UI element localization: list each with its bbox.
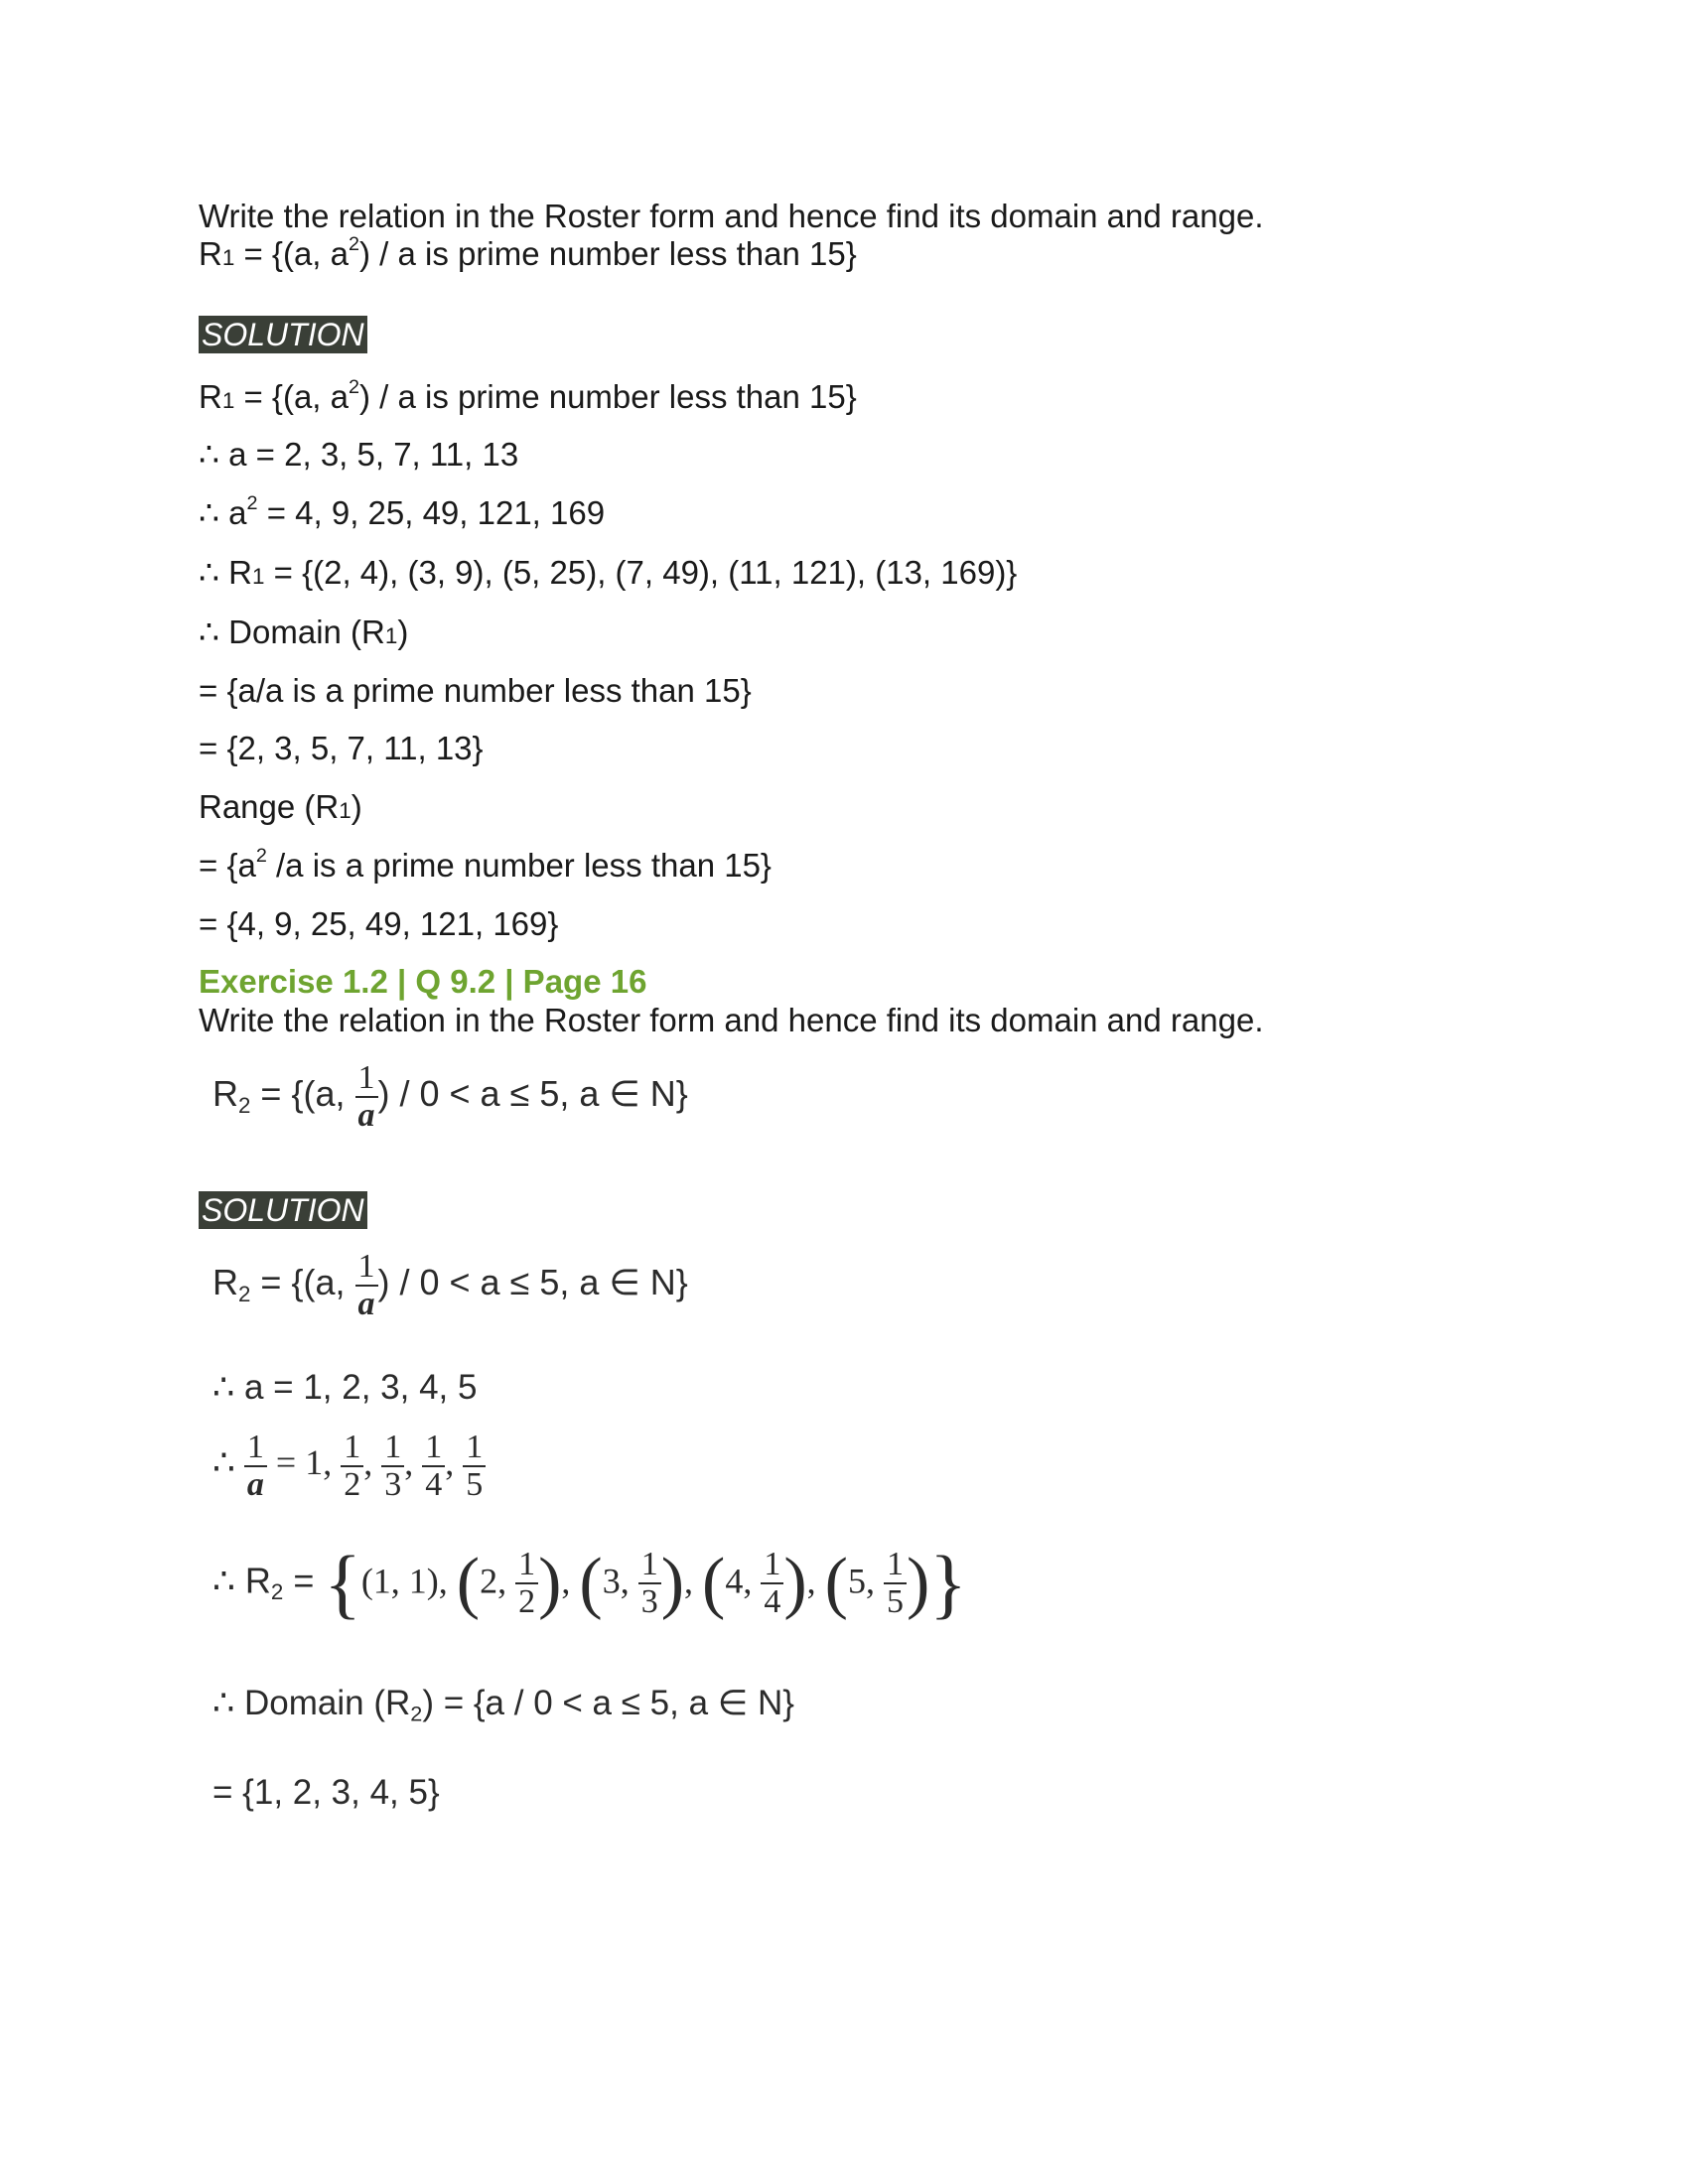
solution-2-roster: ∴ $R_2 = \{(1$, 1), (2, $\frac{1}{2}$ ), (3, $\frac{1}{3}$ ), (4, $\frac{1}{4}$ ), (5, $\frac{1}{5}$ )} (212, 1540, 967, 1626)
solution-1-range-values: = {4, 9, 25, 49, 121, 169} (199, 905, 559, 942)
pair-3-fraction: $\frac{1}{3}$ (638, 1547, 661, 1619)
pair-1: (1, 1) (360, 1561, 439, 1601)
solution-2-a-values: ∴ a = 1, 2, 3, 4, 5 (212, 1368, 478, 1407)
fraction-one-half: $\frac{1}{2}$ (341, 1430, 363, 1502)
solution-1-a-squared: ∴ $a^2 = 4$, 9, 25, 49, 121, 169 (199, 492, 606, 531)
solution-2-relation: $R_2 = \{(a$, $\frac{1}{a}$ ) / 0 < a ≤ 5, a ∈ N} (212, 1248, 688, 1322)
pair-2-fraction: $\frac{1}{2}$ (515, 1547, 538, 1619)
fraction-one-over-a: $\frac{1}{a}$ (244, 1430, 267, 1502)
question-2-prompt: Write the relation in the Roster form and hence find its domain and range. (199, 1002, 1264, 1038)
solution-2-domain: ∴ Domain $(R_2) = \{a / 0 < a \le 5$, a ∈ N} (212, 1684, 794, 1726)
solution-1-a-values: ∴ a = 2, 3, 5, 7, 11, 13 (199, 436, 519, 473)
question-1-prompt: Write the relation in the Roster form and hence find its domain and range. (199, 198, 1264, 234)
exercise-heading: Exercise 1.2 | Q 9.2 | Page 16 (199, 963, 647, 1000)
fraction-one-fourth: $\frac{1}{4}$ (422, 1430, 445, 1502)
solution-1-domain-label: ∴ Domain (R1) (199, 614, 409, 650)
solution-1-roster: ∴ R1 = {(2, 4), (3, 9), (5, 25), (7, 49), (11, 121), (13, 169)} (199, 554, 1018, 591)
fraction-one-fifth: $\frac{1}{5}$ (463, 1430, 486, 1502)
solution-1-range-set-builder: = {$a^2$ /a is a prime number less than 15} (199, 845, 772, 884)
solution-1-domain-set-builder: = {a/a is a prime number less than 15} (199, 672, 752, 709)
solution-badge-2: SOLUTION (199, 1191, 367, 1229)
solution-2-reciprocals: ∴ $\frac{1}{a}$ = 1, $\frac{1}{2}$ , $\frac{1}{3}$ , $\frac{1}{4}$ , $\frac{1}{5}$ (212, 1430, 486, 1502)
solution-1-relation: R1 = {(a, $a^2$) / a is prime number less than 15} (199, 376, 857, 415)
question-2-relation: $R_2 = \{(a$, $\frac{1}{a}$ ) / 0 < a ≤ 5, a ∈ N} (212, 1059, 688, 1134)
fraction-one-over-a: $\frac{1}{a}$ (355, 1060, 378, 1133)
fraction-one-third: $\frac{1}{3}$ (381, 1430, 404, 1502)
solution-badge-1: SOLUTION (199, 316, 367, 353)
question-1-relation: R1 = {(a, $a^2$) / a is prime number less than 15} (199, 233, 857, 272)
pair-4-fraction: $\frac{1}{4}$ (761, 1547, 783, 1619)
solution-1-domain-values: = {2, 3, 5, 7, 11, 13} (199, 730, 484, 766)
pair-5-fraction: $\frac{1}{5}$ (884, 1547, 907, 1619)
fraction-one-over-a: $\frac{1}{a}$ (355, 1249, 378, 1321)
solution-2-domain-values: = {1, 2, 3, 4, 5} (212, 1773, 440, 1812)
solution-1-range-label: Range (R1) (199, 788, 362, 825)
